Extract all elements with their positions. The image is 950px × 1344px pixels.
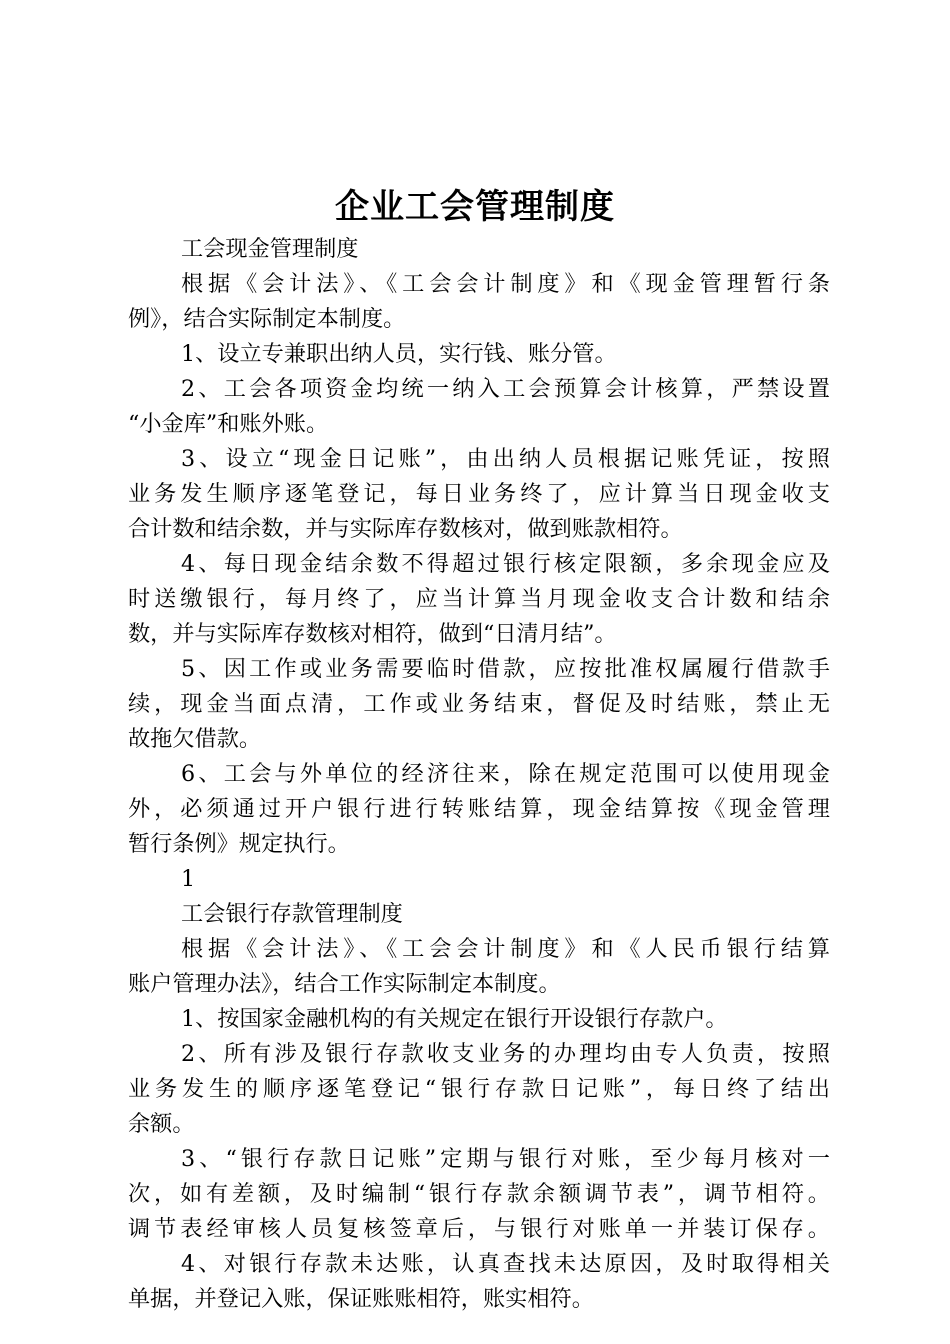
paragraph-line: 6、工会与外单位的经济往来，除在规定范围可以使用现金 [181,761,830,787]
paragraph-line: 续，现金当面点清，工作或业务结束，督促及时结账，禁止无 [128,691,830,717]
paragraph-line: 合计数和结余数，并与实际库存数核对，做到账款相符。 [128,516,683,542]
paragraph-line: 1、按国家金融机构的有关规定在银行开设银行存款户。 [181,1006,728,1032]
paragraph-line: 例》，结合实际制定本制度。 [128,306,406,332]
paragraph-line: 账户管理办法》，结合工作实际制定本制度。 [128,971,561,997]
paragraph-line: 次，如有差额，及时编制“银行存款余额调节表”，调节相符。 [128,1181,830,1207]
paragraph-line: 业务发生的顺序逐笔登记“银行存款日记账”，每日终了结出 [128,1076,830,1102]
paragraph-line: 根据《会计法》、《工会会计制度》和《现金管理暂行条 [181,271,830,297]
paragraph-line: 3、“银行存款日记账”定期与银行对账，至少每月核对一 [181,1146,830,1172]
paragraph-line: “小金库”和账外账。 [128,411,329,437]
paragraph-line: 时送缴银行，每月终了，应当计算当月现金收支合计数和结余 [128,586,830,612]
document-title: 企业工会管理制度 [335,187,615,227]
section-heading-bank: 工会银行存款管理制度 [181,901,403,927]
paragraph-line: 4、每日现金结余数不得超过银行核定限额，多余现金应及 [181,551,830,577]
paragraph-line: 故拖欠借款。 [128,726,262,752]
paragraph-line: 2、工会各项资金均统一纳入工会预算会计核算，严禁设置 [181,376,830,402]
paragraph-line: 暂行条例》规定执行。 [128,831,350,857]
paragraph-line: 业务发生顺序逐笔登记，每日业务终了，应计算当日现金收支 [128,481,830,507]
paragraph-line: 2、所有涉及银行存款收支业务的办理均由专人负责，按照 [181,1041,830,1067]
paragraph-line: 数，并与实际库存数核对相符，做到“日清月结”。 [128,621,617,647]
paragraph-line: 3、设立“现金日记账”，由出纳人员根据记账凭证，按照 [181,446,830,472]
document-body [128,232,830,1317]
paragraph-line: 5、因工作或业务需要临时借款，应按批准权属履行借款手 [181,656,830,682]
paragraph-line: 外，必须通过开户银行进行转账结算，现金结算按《现金管理 [128,796,830,822]
paragraph-line: 单据，并登记入账，保证账账相符，账实相符。 [128,1286,594,1312]
paragraph-line: 根据《会计法》、《工会会计制度》和《人民币银行结算 [181,936,830,962]
paragraph-line: 1、设立专兼职出纳人员，实行钱、账分管。 [181,341,617,367]
paragraph-line: 余额。 [128,1111,195,1137]
page-number: 1 [181,866,196,892]
section-heading-cash: 工会现金管理制度 [181,236,359,262]
paragraph-line: 调节表经审核人员复核签章后，与银行对账单一并装订保存。 [128,1216,830,1242]
paragraph-line: 4、对银行存款未达账，认真查找未达原因，及时取得相关 [181,1251,830,1277]
